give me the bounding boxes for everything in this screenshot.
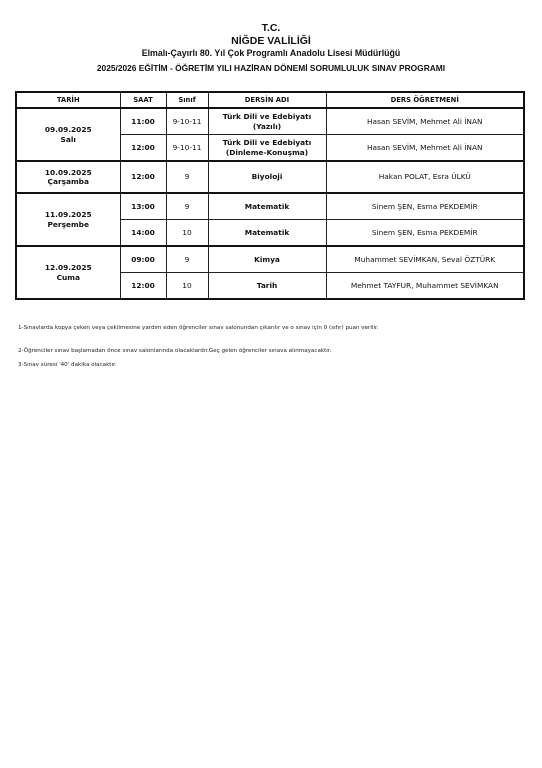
exam-grade: 9-10-11: [166, 108, 208, 135]
exam-date-cell: [16, 193, 120, 246]
subject-name: Türk Dili ve Edebiyatı: [222, 138, 312, 148]
exam-grade: 9: [166, 246, 208, 273]
exam-date: 10.09.2025: [44, 167, 92, 177]
column-header-grade: Sınıf: [166, 92, 208, 108]
exam-date: 12.09.2025: [44, 263, 92, 273]
exam-day: Salı: [60, 134, 76, 144]
subject-detail: (Dinleme-Konuşma): [225, 147, 309, 157]
exam-subject: [208, 193, 326, 220]
exam-date-cell: [16, 108, 120, 161]
exam-grade: 9: [166, 161, 208, 193]
column-header-teacher: DERS ÖĞRETMENİ: [326, 92, 524, 108]
note-arrival-rule: 2-Öğrenciler sınav başlamadan önce sınav salonlarında olacaklardır.Geç gelen öğrenciler sınava alınmayacaktır.: [18, 348, 332, 354]
column-header-time: SAAT: [120, 92, 166, 108]
exam-subject: [208, 135, 326, 162]
exam-time: 14:00: [120, 220, 166, 247]
subject-name: Türk Dili ve Edebiyatı: [222, 112, 312, 122]
exam-subject: [208, 161, 326, 193]
subject-detail: (Yazılı): [252, 121, 282, 131]
exam-time: 11:00: [120, 108, 166, 135]
exam-date-cell: [16, 246, 120, 299]
subject-name: Matematik: [244, 201, 290, 211]
table-row: [16, 246, 524, 273]
note-cheating-rule: 1-Sınavlarda kopya çeken veya çekilmesine yardım eden öğrenciler sınav salonundan çıkarılır ve o sınav için 0 (sıfır) puan verilir.: [18, 325, 379, 331]
exam-schedule-table: [15, 91, 525, 300]
exam-grade: 10: [166, 220, 208, 247]
note-duration-rule: 3-Sınav süresi '40' dakika olacaktır.: [18, 362, 117, 368]
document-header: [0, 22, 542, 74]
column-header-date: TARİH: [16, 92, 120, 108]
header-country: T.C.: [261, 22, 281, 34]
exam-time: 12:00: [120, 135, 166, 162]
exam-grade: 9: [166, 193, 208, 220]
exam-subject: [208, 108, 326, 135]
exam-day: Perşembe: [47, 219, 89, 229]
subject-name: Kimya: [254, 254, 280, 264]
exam-teacher: Hasan SEVİM, Mehmet Ali İNAN: [326, 135, 524, 162]
exam-teacher: Mehmet TAYFUR, Muhammet SEVİMKAN: [326, 273, 524, 300]
table-row: [16, 108, 524, 135]
exam-date: 09.09.2025: [44, 125, 92, 135]
exam-day: Cuma: [56, 272, 80, 282]
exam-time: 12:00: [120, 273, 166, 300]
exam-subject: [208, 273, 326, 300]
exam-teacher: Muhammet SEVİMKAN, Seval ÖZTÜRK: [326, 246, 524, 273]
subject-name: Biyoloji: [251, 172, 283, 182]
exam-teacher: Sinem ŞEN, Esma PEKDEMİR: [326, 193, 524, 220]
exam-time: 13:00: [120, 193, 166, 220]
header-program-title: 2025/2026 EĞİTİM - ÖĞRETİM YILI HAZİRAN DÖNEMİ SORUMLULUK SINAV PROGRAMI: [96, 63, 446, 74]
subject-name: Matematik: [244, 227, 290, 237]
exam-day: Çarşamba: [47, 177, 89, 186]
exam-teacher: Sinem ŞEN, Esma PEKDEMİR: [326, 220, 524, 247]
column-header-subject: DERSİN ADI: [208, 92, 326, 108]
header-school: Elmalı-Çayırlı 80. Yıl Çok Programlı Anadolu Lisesi Müdürlüğü: [141, 48, 401, 59]
exam-time: 12:00: [120, 161, 166, 193]
exam-grade: 10: [166, 273, 208, 300]
exam-grade: 9-10-11: [166, 135, 208, 162]
table-header-row: [16, 92, 524, 108]
header-governorship: NİĞDE VALİLİĞİ: [231, 35, 311, 48]
exam-teacher: Hasan SEVİM, Mehmet Ali İNAN: [326, 108, 524, 135]
exam-time: 09:00: [120, 246, 166, 273]
subject-name: Tarih: [256, 280, 278, 290]
exam-subject: [208, 246, 326, 273]
exam-date: 11.09.2025: [44, 210, 92, 220]
exam-date-cell: [16, 161, 120, 193]
table-row: [16, 161, 524, 193]
table-row: [16, 193, 524, 220]
exam-subject: [208, 220, 326, 247]
exam-teacher: Hakan POLAT, Esra ÜLKÜ: [326, 161, 524, 193]
